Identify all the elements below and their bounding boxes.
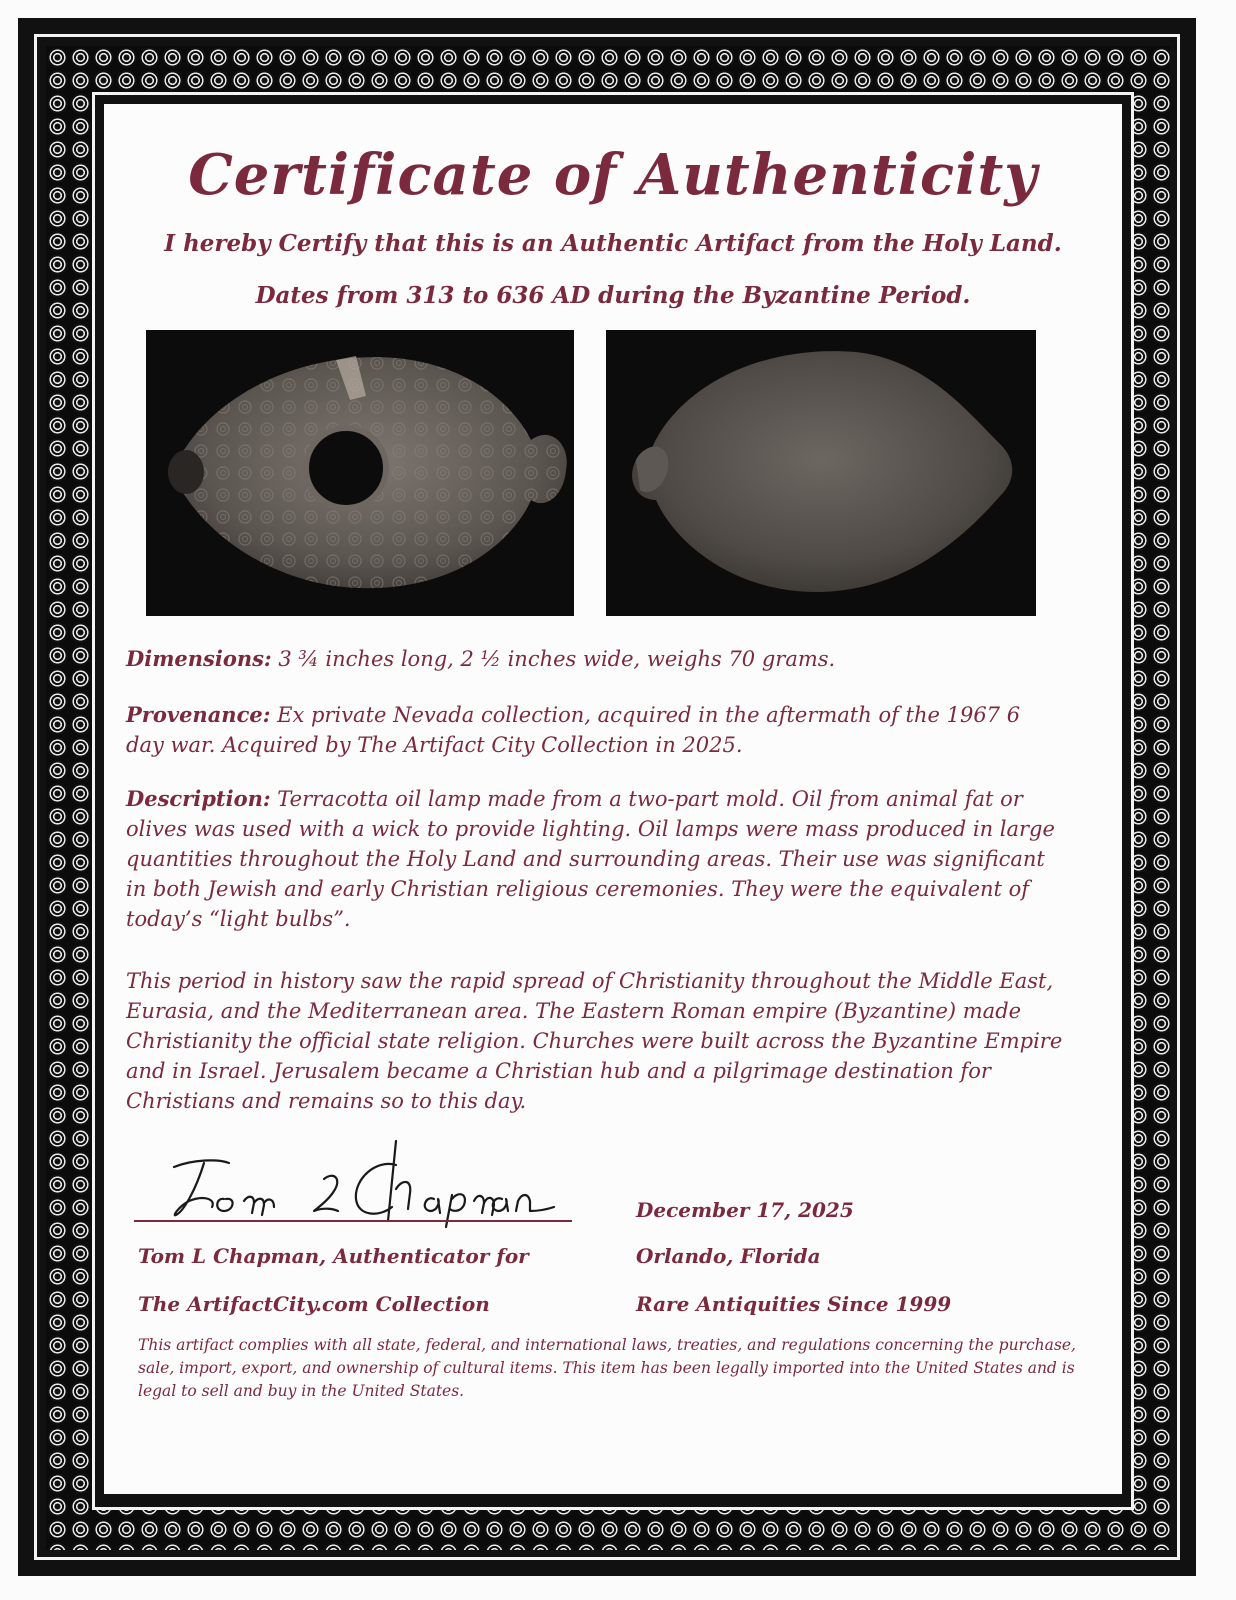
lamp-top-photo: [146, 330, 574, 616]
dimensions-label: Dimensions:: [126, 646, 272, 671]
period-statement: Dates from 313 to 636 AD during the Byzantine Period.: [255, 282, 971, 309]
legal-disclaimer: This artifact complies with all state, federal, and international laws, treaties, and regulations concerning the purchase, sale, import, export, and ownership of cultural items. This item has been legally imported into the United States and is legal to sell and buy in the United States.: [138, 1336, 1076, 1400]
provenance-paragraph: [126, 700, 1026, 760]
certificate-title: Certificate of Authenticity: [188, 142, 1038, 208]
certificate-date: December 17, 2025: [636, 1198, 854, 1222]
description-text: Terracotta oil lamp made from a two-part mold. Oil from animal fat or olives was used with a wick to provide lighting. Oil lamps were mass produced in large quantities throughout the Holy Land and surrounding areas. Their use was significant in both Jewish and early Christian religious ceremonies. They were the equivalent of today’s “light bulbs”.: [126, 787, 1055, 931]
signer-title: Tom L Chapman, Authenticator for: [138, 1244, 529, 1268]
signature: [134, 1129, 574, 1229]
history-paragraph: This period in history saw the rapid spread of Christianity throughout the Middle East, Eurasia, and the Mediterranean area. The Eastern Roman empire (Byzantine) made Christianity the official state religion. Churches were built across the Byzantine Empire and in Israel. Jerusalem became a Christian hub and a pilgrimage destination for Christians and remains so to this day.: [126, 969, 1063, 1113]
provenance-label: Provenance:: [126, 702, 271, 727]
description-label: Description:: [126, 786, 271, 811]
lamp-bottom-photo: [606, 330, 1036, 616]
signature-line: [134, 1220, 572, 1222]
collection-name: The ArtifactCity.com Collection: [138, 1292, 490, 1316]
company-tagline: Rare Antiquities Since 1999: [636, 1292, 952, 1316]
certify-statement: I hereby Certify that this is an Authentic Artifact from the Holy Land.: [164, 230, 1062, 257]
dimensions-paragraph: [126, 644, 1086, 674]
dimensions-text: 3 ¾ inches long, 2 ½ inches wide, weighs 70 grams.: [271, 647, 836, 671]
description-paragraph: [126, 784, 1066, 934]
certificate-location: Orlando, Florida: [636, 1244, 821, 1268]
certificate-content: [104, 104, 1122, 1494]
provenance-text: Ex private Nevada collection, acquired in the aftermath of the 1967 6 day war. Acquired by The Artifact City Collection in 2025.: [126, 703, 1021, 757]
